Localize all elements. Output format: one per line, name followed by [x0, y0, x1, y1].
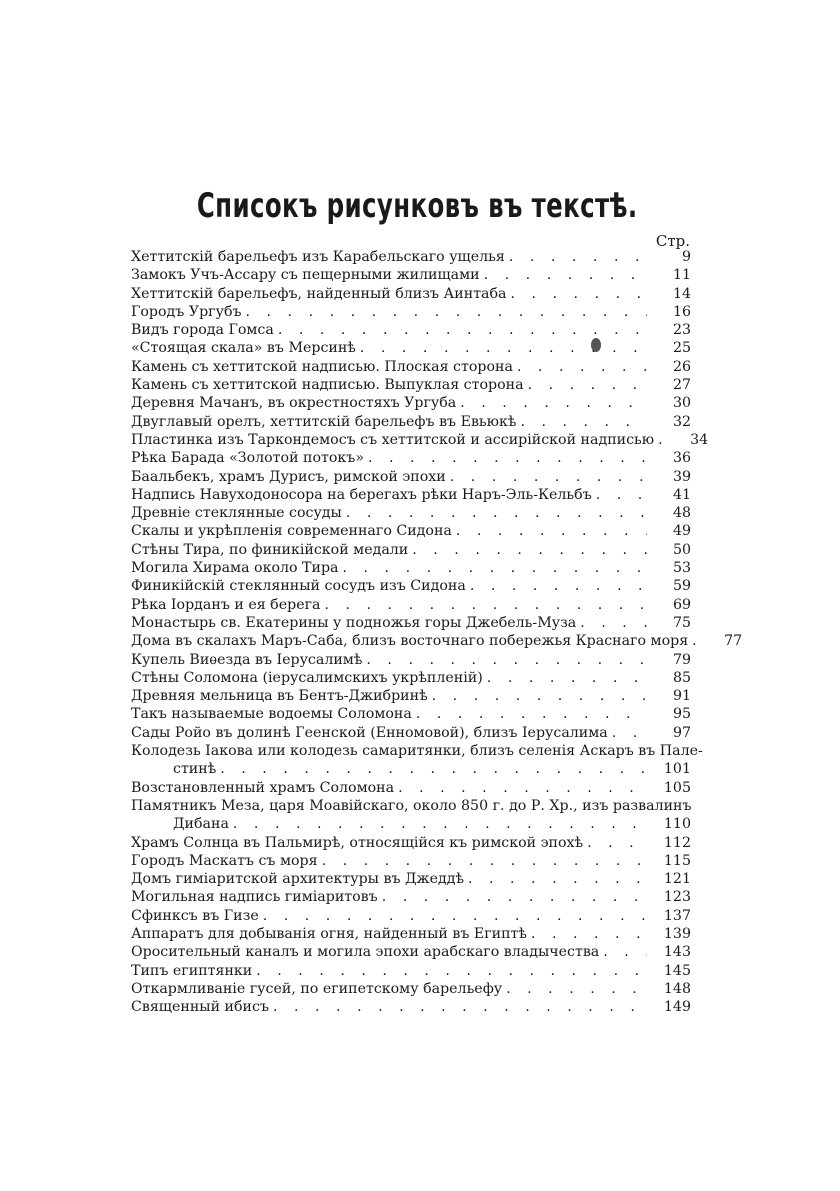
entry-page-number: 50	[672, 541, 691, 558]
entry-title: Монастырь св. Екатерины у подножья горы Джебель-Муза	[131, 614, 577, 631]
dot-leader	[256, 962, 647, 980]
entry-title-continuation: Дибана	[173, 816, 229, 833]
entry-page-number: 48	[672, 505, 691, 522]
list-item	[131, 559, 691, 577]
entry-title: Храмъ Солнца въ Пальмирѣ, относящійся къ римской эпохѣ	[131, 834, 584, 851]
entry-title: Рѣка Барада «Золотой потокъ»	[131, 450, 364, 467]
dot-leader	[346, 504, 647, 522]
entry-page-number: 16	[672, 303, 691, 320]
list-item	[131, 834, 691, 852]
entry-page-number: 41	[672, 486, 691, 503]
dot-leader	[528, 376, 647, 394]
list-item	[131, 376, 691, 394]
entry-page-number: 139	[663, 925, 691, 942]
entry-page-number: 121	[663, 871, 691, 888]
list-item	[131, 248, 691, 266]
entry-page-number: 53	[672, 560, 691, 577]
dot-leader	[273, 998, 647, 1016]
page-column-header: Стр.	[655, 232, 690, 250]
dot-leader	[343, 559, 647, 577]
dot-leader	[324, 596, 647, 614]
list-item	[131, 980, 691, 998]
entry-title: Камень съ хеттитской надписью. Плоская сторона	[131, 358, 513, 375]
entry-title: Аппаратъ для добыванія огня, найденный въ Египтѣ	[131, 925, 527, 942]
entry-title: Древняя мельница въ Бентъ-Джибринѣ	[131, 688, 428, 705]
entry-page-number: 95	[672, 706, 691, 723]
entry-page-number: 9	[681, 249, 691, 265]
list-item	[131, 888, 691, 906]
entry-title: Сады Ройо въ долинѣ Геенской (Енномовой), близъ Іерусалима	[131, 724, 608, 741]
dot-leader	[366, 651, 647, 669]
dot-leader	[517, 358, 647, 376]
entry-title: Скалы и укрѣпленія современнаго Сидона	[131, 523, 452, 540]
entry-page-number: 32	[672, 413, 691, 430]
dot-leader	[603, 943, 647, 961]
figure-list	[131, 248, 743, 1016]
entry-title: Оросительный каналъ и могила эпохи арабскаго владычества	[131, 944, 600, 961]
dot-leader	[468, 870, 647, 888]
list-item	[131, 468, 691, 486]
entry-title: Замокъ Учъ-Ассару съ пещерными жилищами	[131, 267, 480, 284]
list-item	[131, 614, 691, 632]
entry-title: Сфинксъ въ Гизе	[131, 907, 259, 924]
list-item	[131, 504, 691, 522]
list-item	[131, 486, 691, 504]
dot-leader	[456, 522, 647, 540]
dot-leader	[278, 321, 647, 339]
dot-leader	[412, 541, 647, 559]
dot-leader	[470, 577, 647, 595]
entry-page-number: 36	[672, 450, 691, 467]
dot-leader	[596, 486, 647, 504]
list-item	[131, 962, 691, 980]
entry-page-number: 69	[672, 596, 691, 613]
entry-page-number: 23	[672, 322, 691, 339]
entry-page-number: 30	[672, 395, 691, 412]
entry-title: Рѣка Іорданъ и ея берега	[131, 596, 321, 613]
entry-page-number: 49	[672, 523, 691, 540]
list-item	[131, 925, 691, 943]
dot-leader	[531, 925, 647, 943]
entry-page-number: 11	[672, 267, 691, 284]
entry-page-number: 145	[663, 962, 691, 979]
list-item	[131, 779, 691, 797]
entry-page-number: 149	[663, 999, 691, 1016]
entry-page-number: 26	[672, 358, 691, 375]
entry-title: Типъ египтянки	[131, 962, 253, 979]
list-item	[131, 907, 691, 925]
entry-title: Баальбекъ, храмъ Дурисъ, римской эпохи	[131, 468, 446, 485]
dot-leader	[460, 394, 647, 412]
entry-page-number: 143	[663, 944, 691, 961]
dot-leader	[484, 266, 647, 284]
page-title: Списокъ рисунковъ въ текстѣ.	[196, 186, 638, 226]
dot-leader	[509, 248, 647, 266]
entry-page-number: 79	[672, 651, 691, 668]
list-item	[131, 449, 691, 467]
entry-title: Городъ Маскатъ съ моря	[131, 852, 318, 869]
entry-title: Купель Виѳезда въ Іерусалимѣ	[131, 651, 363, 668]
dot-leader	[692, 632, 698, 650]
list-item	[131, 596, 691, 614]
list-item	[131, 431, 709, 449]
dot-leader	[382, 888, 647, 906]
list-item	[131, 394, 691, 412]
entry-title: Стѣны Соломона (іерусалимскихъ укрѣпленій)	[131, 669, 483, 686]
list-item	[131, 998, 691, 1016]
entry-page-number: 101	[663, 761, 691, 778]
entry-page-number: 77	[724, 633, 743, 650]
entry-title: Такъ называемые водоемы Соломона	[131, 706, 412, 723]
entry-page-number: 27	[672, 377, 691, 394]
entry-page-number: 123	[663, 889, 691, 906]
entry-page-number: 25	[672, 340, 691, 357]
list-item	[131, 687, 691, 705]
list-item	[131, 943, 691, 961]
entry-title: Деревня Мачанъ, въ окрестностяхъ Ургуба	[131, 395, 457, 412]
entry-page-number: 148	[663, 980, 691, 997]
list-item	[131, 724, 691, 742]
entry-title: Финикійскій стеклянный сосудъ изъ Сидона	[131, 578, 466, 595]
entry-title: Надпись Навуходоносора на берегахъ рѣки Наръ-Эль-Кельбъ	[131, 486, 592, 503]
dot-leader	[368, 449, 647, 467]
list-item	[131, 413, 691, 431]
entry-title-continuation: стинѣ	[173, 761, 217, 778]
entry-page-number: 14	[672, 285, 691, 302]
entry-page-number: 75	[672, 614, 691, 631]
list-item	[131, 870, 691, 888]
list-item	[131, 742, 703, 779]
entry-title: Видъ города Гомса	[131, 322, 274, 339]
dot-leader	[360, 339, 647, 357]
list-item	[131, 797, 691, 834]
dot-leader	[658, 431, 664, 449]
list-item	[131, 705, 691, 723]
entry-page-number: 110	[663, 816, 691, 833]
dot-leader	[398, 779, 647, 797]
entry-title: Дома въ скалахъ Маръ-Саба, близъ восточнаго побережья Краснаго моря	[131, 633, 689, 650]
entry-page-number: 97	[672, 724, 691, 741]
entry-title: Колодезь Іакова или колодезь самаритянки, близъ селенія Аскаръ въ Пале-	[131, 743, 703, 760]
dot-leader	[487, 669, 647, 687]
entry-title: Двуглавый орелъ, хеттитскій барельефъ въ Евьюкѣ	[131, 413, 517, 430]
list-item	[131, 852, 691, 870]
entry-title: «Стоящая скала» въ Мерсинѣ	[131, 340, 356, 357]
entry-title: Откармливаніе гусей, по египетскому барельефу	[131, 980, 503, 997]
entry-title: Стѣны Тира, по финикійской медали	[131, 541, 409, 558]
entry-page-number: 85	[672, 669, 691, 686]
dot-leader	[416, 705, 647, 723]
entry-title: Могильная надпись гиміаритовъ	[131, 889, 378, 906]
entry-title: Возстановленный храмъ Соломона	[131, 779, 395, 796]
dot-leader	[263, 907, 647, 925]
entry-title: Пластинка изъ Таркондемосъ съ хеттитской и ассирійской надписью	[131, 431, 655, 448]
list-item	[131, 522, 691, 540]
entry-title: Священный ибисъ	[131, 999, 269, 1016]
entry-title: Домъ гиміаритской архитектуры въ Джеддѣ	[131, 871, 464, 888]
list-item	[131, 303, 691, 321]
list-item	[131, 321, 691, 339]
list-item	[131, 632, 743, 650]
entry-page-number: 91	[672, 688, 691, 705]
dot-leader	[220, 760, 647, 778]
list-item	[131, 651, 691, 669]
dot-leader	[520, 413, 647, 431]
dot-leader	[246, 303, 647, 321]
entry-title: Памятникъ Меза, царя Моавійскаго, около 850 г. до Р. Хр., изъ развалинъ	[131, 797, 692, 814]
list-item	[131, 339, 691, 357]
list-item	[131, 577, 691, 595]
dot-leader	[506, 980, 647, 998]
entry-page-number: 39	[672, 468, 691, 485]
list-item	[131, 669, 691, 687]
entry-page-number: 115	[663, 852, 691, 869]
list-item	[131, 285, 691, 303]
entry-title: Хеттитскій барельефъ изъ Карабельскаго ущелья	[131, 249, 505, 265]
dot-leader	[580, 614, 647, 632]
entry-title: Камень съ хеттитской надписью. Выпуклая сторона	[131, 377, 524, 394]
dot-leader	[322, 852, 647, 870]
dot-leader	[233, 815, 647, 833]
list-item	[131, 358, 691, 376]
dot-leader	[511, 285, 648, 303]
entry-page-number: 112	[663, 834, 691, 851]
entry-page-number: 59	[672, 578, 691, 595]
entry-page-number: 105	[663, 779, 691, 796]
dot-leader	[587, 834, 647, 852]
entry-title: Древніе стеклянные сосуды	[131, 505, 342, 522]
entry-title: Могила Хирама около Тира	[131, 560, 339, 577]
dot-leader	[450, 468, 647, 486]
entry-title: Городъ Ургубъ	[131, 303, 242, 320]
list-item	[131, 541, 691, 559]
entry-page-number: 34	[690, 431, 709, 448]
dot-leader	[432, 687, 647, 705]
entry-page-number: 137	[663, 907, 691, 924]
entry-title: Хеттитскій барельефъ, найденный близъ Аинтаба	[131, 285, 507, 302]
dot-leader	[612, 724, 647, 742]
list-item	[131, 266, 691, 284]
